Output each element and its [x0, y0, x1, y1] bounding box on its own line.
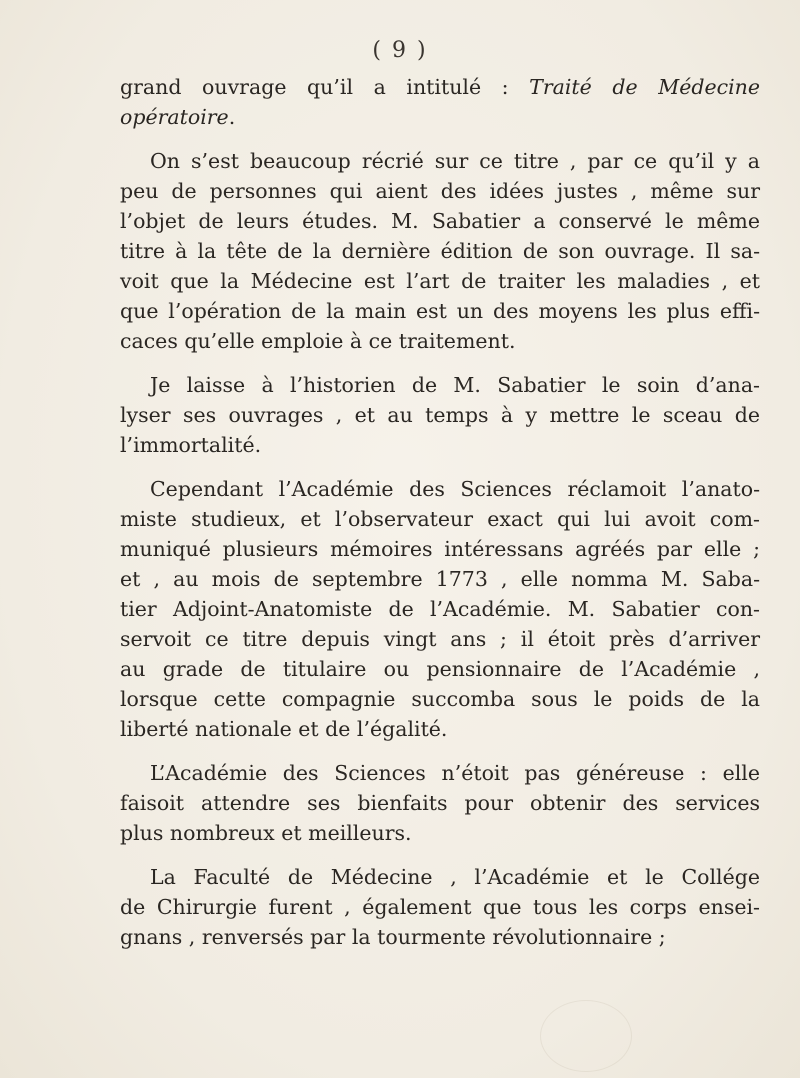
text-segment: et , au mois de septembre 1773 , elle nomma M. Saba- [120, 567, 760, 591]
text-segment: . [228, 105, 236, 129]
text-segment: muniqué plusieurs mémoires intéressans agréés par elle ; [120, 537, 760, 561]
text-segment: l’immortalité. [120, 433, 262, 457]
text-line [120, 430, 760, 460]
text-line [120, 296, 760, 326]
text-line [120, 862, 760, 892]
text-line [120, 102, 760, 132]
text-line [120, 370, 760, 400]
text-segment: lyser ses ouvrages , et au temps à y mettre le sceau de [120, 403, 760, 427]
text-segment: titre à la tête de la dernière édition de son ouvrage. Il sa- [120, 239, 760, 263]
text-line [120, 176, 760, 206]
text-line [120, 206, 760, 236]
text-segment: faisoit attendre ses bienfaits pour obtenir des services [120, 791, 760, 815]
text-segment: miste studieux, et l’observateur exact qui lui avoit com- [120, 507, 760, 531]
text-segment: L’Académie des Sciences n’étoit pas généreuse : elle [150, 761, 760, 785]
text-segment: caces qu’elle emploie à ce traitement. [120, 329, 516, 353]
text-line [120, 564, 760, 594]
text-segment: liberté nationale et de l’égalité. [120, 717, 448, 741]
text-line [120, 236, 760, 266]
text-segment: grand ouvrage qu’il a intitulé : [120, 75, 530, 99]
text-segment: Je laisse à l’historien de M. Sabatier le soin d’ana- [150, 373, 760, 397]
paragraph [120, 370, 760, 460]
text-segment: La Faculté de Médecine , l’Académie et le Collége [150, 865, 760, 889]
text-line [120, 758, 760, 788]
text-line [120, 788, 760, 818]
text-line [120, 654, 760, 684]
paragraph [120, 72, 760, 132]
paragraph [120, 758, 760, 848]
page-number: ( 9 ) [372, 38, 428, 63]
text-segment: que l’opération de la main est un des moyens les plus effi- [120, 299, 760, 323]
text-line [120, 714, 760, 744]
text-line [120, 684, 760, 714]
text-segment: gnans , renversés par la tourmente révolutionnaire ; [120, 925, 666, 949]
paragraph [120, 146, 760, 356]
text-line [120, 72, 760, 102]
text-line [120, 892, 760, 922]
paragraph [120, 862, 760, 952]
text-segment: lorsque cette compagnie succomba sous le poids de la [120, 687, 760, 711]
text-segment: l’objet de leurs études. M. Sabatier a conservé le même [120, 209, 760, 233]
text-segment: servoit ce titre depuis vingt ans ; il étoit près d’arriver [120, 627, 760, 651]
text-line [120, 594, 760, 624]
text-segment: Cependant l’Académie des Sciences réclamoit l’anato- [150, 477, 760, 501]
text-line [120, 534, 760, 564]
text-segment: On s’est beaucoup récrié sur ce titre , par ce qu’il y a [150, 149, 760, 173]
paper-stain [540, 1000, 632, 1072]
text-line [120, 146, 760, 176]
text-segment: tier Adjoint-Anatomiste de l’Académie. M. Sabatier con- [120, 597, 760, 621]
text-segment: plus nombreux et meilleurs. [120, 821, 412, 845]
italic-text: opératoire [120, 105, 229, 129]
body-text [120, 72, 760, 966]
text-line [120, 818, 760, 848]
text-line [120, 266, 760, 296]
text-line [120, 474, 760, 504]
text-line [120, 326, 760, 356]
text-segment: peu de personnes qui aient des idées justes , même sur [120, 179, 760, 203]
text-line [120, 624, 760, 654]
italic-text: Traité de Médecine [529, 75, 760, 99]
text-segment: voit que la Médecine est l’art de traiter les maladies , et [120, 269, 760, 293]
text-segment: au grade de titulaire ou pensionnaire de l’Académie , [120, 657, 760, 681]
text-line [120, 504, 760, 534]
text-line [120, 922, 760, 952]
paragraph [120, 474, 760, 744]
text-segment: de Chirurgie furent , également que tous les corps ensei- [120, 895, 760, 919]
text-line [120, 400, 760, 430]
